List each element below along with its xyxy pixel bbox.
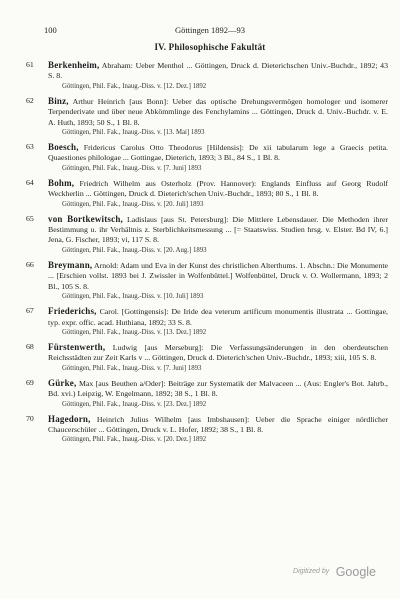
section-title: IV. Philosophische Fakultät (154, 42, 266, 52)
entry-number: 63 (26, 142, 34, 152)
entry-number: 69 (26, 377, 34, 387)
entry-body (48, 306, 388, 328)
entry-author: Breymann, (48, 259, 93, 270)
entry-number: 70 (26, 413, 34, 423)
entry (26, 377, 388, 409)
entry-note: Göttingen, Phil. Fak., Inaug.-Diss. v. [13. Dez.] 1892 (62, 328, 207, 336)
entry-text: Max [aus Beuthen a/Oder]: Beiträge zur Systematik der Malvaceen ... (Aus: Engler's Bot. Jahrb., Bd. xvi.) Leipzig, W. Engelmann, 1892; 38 S., 1 Bl. 8. (48, 378, 388, 399)
entry-note: Göttingen, Phil. Fak., Inaug.-Diss. v. [20. Juli] 1893 (62, 200, 204, 208)
entry (26, 95, 388, 137)
entry-text: Fridericus Carolus Otto Theodorus [Hildensis]: De xii tabularum lege a Graecis petita. Quaestiones philologae ... Gottingae, Dieterich, 1893; 3 Bl., 84 S., 1 Bl. 8. (48, 143, 388, 163)
entry-author: Friederichs, (48, 306, 97, 317)
page-number: 100 (44, 25, 57, 35)
entry-body (48, 342, 388, 364)
entry-author: Fürstenwerth, (48, 341, 106, 352)
entry (26, 177, 388, 209)
entry-author: Binz, (48, 95, 69, 106)
page-header (44, 25, 376, 39)
entry-number: 68 (26, 341, 34, 351)
entry-text: Abraham: Ueber Menthol ... Göttingen, Druck d. Dieterichschen Univ.-Buchdr., 1892; 43 S. 8. (48, 61, 388, 81)
entry-body (48, 96, 388, 128)
entry (26, 142, 388, 173)
entry (26, 213, 388, 255)
entry-body (48, 142, 388, 164)
entry-text: Carol. [Gottingensis]: De Iride dea veterum artificum monumentis illustrata ... Gottingae, typ. expr. offic. acad. Huthiana, 1892; 33 S. 8. (48, 307, 389, 327)
entry-text: Arnold: Adam und Eva in der Kunst des christlichen Alterthums. 1. Abschn.: Die Monumente ... [Erschien vollst. 1893 bei J. Zwissler in Wolfenbüttel.] Wolfenbüttel, Druck v. O. Wollermann, 1893; 2 Bl., 105 S. 8. (48, 260, 388, 291)
entry-text: Ladislaus [aus St. Petersburg]: Die Mittlere Lebensdauer. Die Methoden ihrer Bestimmung u. ihr Verhältnis z. Sterblichkeitsmessung ... [= Staatswiss. Studien hrsg. v. Elster. Bd IV, 6.] Jena, G. Fischer, 1893; vi, 117 S. 8. (48, 214, 388, 245)
entry-author: Bohm, (48, 177, 75, 188)
entry-text: Heinrich Julius Wilhelm [aus Imbshausen]: Ueber die Sprache einiger nördlicher Chaucerschüler ... Göttingen, Druck v. L. Hofer, 1892; 38 S., 1 Bl. 8. (48, 414, 388, 434)
entry (26, 306, 389, 337)
entry-body (48, 260, 388, 292)
entry-author: Hagedorn, (48, 413, 91, 424)
entry (26, 341, 388, 373)
entry-text: Ludwig [aus Merseburg]: Die Verfassungsänderungen in den oberdeutschen Reichsstädten zur Zeit Karls v ... Göttingen, Druck d. Dieterich'schen Univ.-Buchdr., 1893; xiii, 105 S. 8. (48, 342, 388, 363)
digitizer-brand: Google (335, 564, 376, 579)
entry-body (48, 414, 388, 436)
digitizer-watermark (293, 563, 376, 581)
entry-body (48, 178, 388, 200)
entry-number: 61 (26, 60, 34, 69)
entry-body (48, 378, 388, 400)
entry (26, 60, 388, 91)
entry-number: 65 (26, 213, 34, 223)
entry-body (48, 214, 388, 246)
entry-note: Göttingen, Phil. Fak., Inaug.-Diss. v. [7. Juni] 1893 (62, 164, 202, 172)
entry-note: Göttingen, Phil. Fak., Inaug.-Diss. v. [7. Juni] 1893 (62, 364, 202, 372)
entry-author: Gürke, (48, 377, 77, 388)
entry-note: Göttingen, Phil. Fak., Inaug.-Diss. v. [10. Juli] 1893 (62, 293, 204, 301)
digitizer-prefix: Digitized by (293, 568, 330, 576)
entry-note: Göttingen, Phil. Fak., Inaug.-Diss. v. [20. Aug.] 1893 (62, 246, 207, 254)
entry-number: 64 (26, 177, 34, 187)
entry-note: Göttingen, Phil. Fak., Inaug.-Diss. v. [23. Dez.] 1892 (62, 400, 207, 408)
entry-number: 62 (26, 95, 34, 105)
entry-author: von Bortkewitsch, (48, 213, 123, 224)
entry-list (26, 60, 389, 449)
entry-author: Boesch, (48, 142, 79, 153)
entry (26, 259, 388, 301)
entry-note: Göttingen, Phil. Fak., Inaug.-Diss. v. [13. Mai] 1893 (62, 129, 205, 137)
entry-author: Berkenheim, (48, 60, 100, 70)
entry-number: 66 (26, 259, 34, 269)
entry-body (48, 60, 388, 82)
entry-text: Friedrich Wilhelm aus Osterholz (Prov. Hannover): Englands Einfluss auf Georg Rudolf Weckherlin ... Göttingen, Druck d. Dieterich'schen Univ.-Buchdr., 1893; 80 S., 1 Bl. 8. (48, 178, 388, 199)
entry-number: 67 (26, 306, 34, 316)
entry-note: Göttingen, Phil. Fak., Inaug.-Diss. v. [20. Dez.] 1892 (62, 436, 207, 444)
entry (26, 413, 388, 445)
entry-text: Arthur Heinrich [aus Bonn]: Ueber das optische Drehungsvermögen homologer und isomerer Terpenderivate und über neue Abkömmlinge des Fenchylamins ... Göttingen, Druck d. Univ.-Buchdr. v. E. A. Huth, 1893; 50 S., 1 Bl. 8. (48, 96, 388, 127)
entry-note: Göttingen, Phil. Fak., Inaug.-Diss. v. [12. Dez.] 1892 (62, 82, 207, 90)
running-head: Göttingen 1892—93 (174, 25, 246, 35)
